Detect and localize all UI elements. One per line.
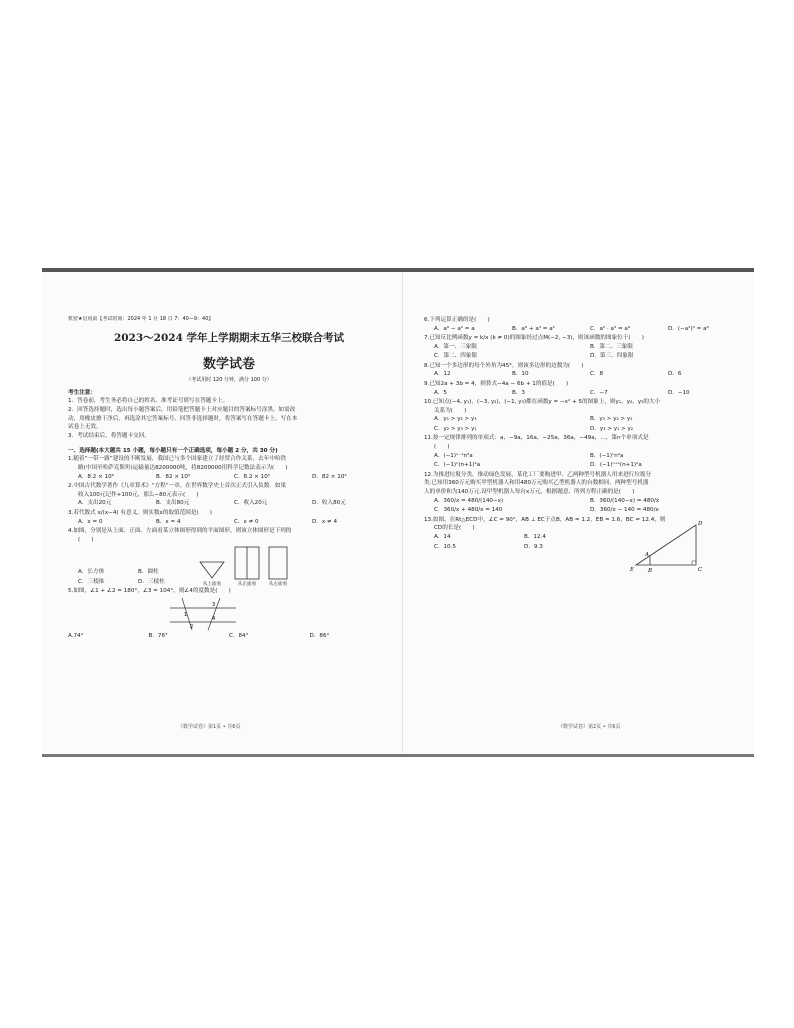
- side-view-figure: [268, 546, 288, 587]
- page-fold: [402, 272, 403, 754]
- section-1-heading: 一、选择题(本大题共 15 小题，每小题只有一个正确选项，每小题 2 分，共 30 分): [68, 447, 278, 454]
- option-c: C．y₂ > y₃ > y₁: [434, 425, 477, 432]
- triangle-view-icon: [198, 560, 226, 580]
- option-a: A．360/x = 480/(140−x): [434, 497, 504, 504]
- question-2-cont: 收入100元记作+100元，那么−80元表示( ): [78, 491, 199, 498]
- option-d: D．82 × 10⁴: [312, 473, 347, 480]
- exam-page-2: [408, 272, 754, 754]
- option-b: B．12.4: [524, 534, 546, 541]
- option-d: D．360/x − 140 = 480/x: [590, 507, 659, 514]
- option-c: C．第二、四象限: [434, 353, 478, 360]
- option-b: B．3: [512, 389, 525, 396]
- option-b: B．360/(140−x) = 480/x: [590, 497, 660, 504]
- option-b: B．y₃ > y₂ > y₁: [590, 416, 633, 423]
- question-9: 9.已知2a + 3b = 4，则算式−4a − 6b + 1的值是( ): [424, 380, 569, 387]
- option-b: B．10: [512, 371, 529, 378]
- exam-page-1: [42, 272, 398, 754]
- option-b: B．(−1)ⁿn²a: [590, 452, 624, 459]
- option-c: C．84°: [229, 633, 249, 640]
- question-3: 3.若代数式 x/(x−4) 有意义，则实数x的取值范围是( ): [68, 509, 212, 516]
- option-c: C．三棱锥: [78, 578, 105, 585]
- question-5: 5.如图，∠1 + ∠2 = 180°，∠3 = 104°，则∠4的度数是( ): [68, 588, 231, 595]
- time-note: （考试用时 120 分钟，满分 100 分）: [186, 376, 272, 383]
- vertex-label: B: [648, 568, 653, 575]
- option-d: D．−10: [668, 389, 690, 396]
- question-13-cont: CD的长是( ): [434, 525, 475, 532]
- option-c: C．(−1)ⁿ(n+1)²a: [434, 462, 481, 469]
- question-5-figure: [68, 596, 390, 632]
- question-8: 8.已知一个多边形的每个外角为45°，则该多边形的边数为( ): [424, 362, 584, 369]
- notice-line: 2．回答选择题时，选出每小题答案后，用铅笔把答题卡上对应题目的答案标号涂黑。如需改: [68, 407, 296, 414]
- scanned-exam-sheet: [42, 268, 754, 757]
- question-8-options: [424, 370, 746, 380]
- question-12-cont: 类.已知用360万元购买甲型机器人和用480万元购买乙型机器人的台数相同，两种型号机器: [424, 480, 649, 487]
- question-9-options: [424, 389, 746, 399]
- question-2-options: [68, 499, 390, 509]
- top-view-figure: [198, 560, 226, 587]
- question-4: 4.如图，分别是从上面、正面、左面看某立体图形得到的平面图形，则该立体图形是下列的: [68, 528, 292, 535]
- option-d: D．x ≠ 4: [312, 518, 338, 525]
- option-d: D．第三、四象限: [590, 353, 634, 360]
- question-11-options-row1: [424, 452, 746, 462]
- option-d: D．y₃ > y₁ > y₂: [590, 425, 634, 432]
- option-c: C．8: [590, 371, 604, 378]
- question-3-options: [68, 518, 390, 528]
- parallel-lines-figure: [168, 596, 238, 632]
- vertex-label: C: [698, 567, 703, 574]
- option-a: A．第一、三象限: [434, 343, 477, 350]
- figure-caption: 从左面看: [268, 582, 288, 588]
- vertex-label: D: [698, 521, 703, 528]
- figure-caption: 从正面看: [237, 582, 257, 588]
- option-c: C．收入20元: [234, 500, 268, 507]
- option-a: A．14: [434, 534, 451, 541]
- option-d: D．三棱柱: [138, 578, 165, 585]
- angle-label: 1: [184, 612, 188, 619]
- angle-label: 2: [190, 624, 194, 631]
- option-b: B．76°: [148, 633, 168, 640]
- rectangle-view-icon: [268, 546, 288, 580]
- option-d: D．收入80元: [312, 500, 346, 507]
- question-12-options-row1: [424, 497, 746, 507]
- right-triangle-figure: [628, 519, 708, 575]
- angle-label: 3: [212, 602, 216, 609]
- question-6-options: [424, 325, 746, 335]
- question-5-options: [68, 632, 390, 642]
- notice-heading: 考生注意：: [68, 389, 96, 396]
- question-1-cont: 路(中国至哈萨克斯坦)运输量达8200000吨，将8200000用科学记数法表示为( ): [78, 465, 288, 471]
- option-a: A．y₁ > y₂ > y₃: [434, 416, 477, 423]
- question-2: 2.中国古代数学著作《九章算术》“方程”一章，在世界数学史上首次正式引入负数．如果: [68, 483, 287, 490]
- option-d: D．86°: [309, 633, 330, 640]
- page-footer: 《数学试卷》第1页 • 共6页: [178, 724, 241, 730]
- question-10-options-row1: [424, 415, 746, 425]
- subject-title: 数学试卷: [202, 356, 255, 372]
- option-b: B．圆柱: [138, 569, 159, 576]
- question-10-options-row2: [424, 425, 746, 435]
- option-a: A．12: [434, 371, 451, 378]
- question-11: 11.按一定规律排列的单项式：a，−9a，16a，−25a，36a，−49a，…，第n个单项式是: [424, 435, 649, 442]
- question-4-options: [68, 568, 198, 587]
- question-7: 7.已知反比例函数y = k/x (k ≠ 0)的图象经过点M(−2, −3)，则该函数的图象位于( ): [424, 335, 644, 342]
- option-b: B．第二、三象限: [590, 343, 633, 350]
- question-1: 1.随着“一带一路”建设的不断发展，我国已与多个国家建立了经贸合作关系，去年中哈铁: [68, 456, 287, 463]
- exam-title: 2023～2024 学年上学期期末五华三校联合考试: [113, 331, 345, 344]
- option-d: D．9.3: [524, 543, 543, 550]
- notice-line: 1．答卷前，考生务必将自己的姓名、准考证号填写在答题卡上。: [68, 398, 229, 405]
- option-c: C．360/x + 480/x = 140: [434, 507, 503, 514]
- option-a: A．(−1)ⁿ⁻¹n²a: [434, 452, 473, 459]
- option-a: A．长方体: [78, 569, 105, 576]
- question-7-options-row2: [424, 352, 746, 362]
- figure-caption: 从上面看: [202, 582, 222, 588]
- option-a: A．支出20元: [78, 500, 112, 507]
- option-c: C．a² · a³ = a⁶: [590, 325, 631, 332]
- notice-line: 3．考试结束后，将答题卡交回。: [68, 433, 150, 440]
- option-b: B．82 × 10⁵: [156, 473, 191, 480]
- option-a: A.74°: [68, 633, 84, 640]
- option-a: A．x = 0: [78, 518, 103, 525]
- question-10: 10.已知点(−4, y₁)，(−3, y₂)，(−1, y₃)都在函数y = −x² + 5的图象上，则y₁，y₂，y₃的大小: [424, 399, 661, 406]
- option-a: A．5: [434, 389, 447, 396]
- question-11-cont: ( ): [434, 444, 450, 451]
- vertex-label: E: [630, 567, 635, 574]
- option-c: C．10.5: [434, 543, 456, 550]
- option-c: C．x ≠ 0: [234, 518, 259, 525]
- page-footer: 《数学试卷》第2页 • 共6页: [558, 724, 621, 730]
- option-d: D．(−1)ⁿ⁺¹(n+1)²a: [590, 462, 642, 469]
- question-12-options-row2: [424, 506, 746, 516]
- notice-line: 试卷上无效。: [68, 424, 102, 431]
- exam-time-stamp: 机密★启用前【考试时间：2024 年 1 月 18 日 7：40—9：40】: [68, 316, 214, 322]
- question-13: 13.如图，在Rt△ECD中，∠C = 90°，AB ⊥ EC于点B，AB = 1.2，EB = 1.6，BC = 12.4，则: [424, 516, 666, 523]
- rectangle-view-icon: [234, 546, 260, 580]
- option-c: C．8.2 × 10⁵: [234, 473, 270, 480]
- question-12-cont: 人的单价和为140万元.设甲型机器人每台x万元，根据题意，所列方程正确的是( ): [424, 489, 635, 496]
- question-11-options-row2: [424, 461, 746, 471]
- question-13-options: [424, 533, 614, 552]
- question-4-block: [68, 546, 390, 587]
- option-b: B．a⁶ + a⁴ = a²: [512, 325, 555, 332]
- question-6: 6.下列运算正确的是( ): [424, 317, 490, 323]
- option-d: D．6: [668, 371, 682, 378]
- question-4-cont: ( ): [78, 536, 94, 543]
- angle-label: 4: [212, 616, 216, 623]
- option-c: C．−7: [590, 389, 608, 396]
- vertex-label: A: [645, 552, 649, 559]
- question-10-cont: 关系为( ): [434, 407, 467, 414]
- option-a: A．a⁶ − a² = a: [434, 325, 475, 332]
- question-7-options-row1: [424, 343, 746, 353]
- question-1-options: [68, 473, 390, 483]
- option-a: A．8.2 × 10⁶: [78, 473, 114, 480]
- option-b: B．x = 4: [156, 518, 181, 525]
- option-b: B．支出80元: [156, 500, 190, 507]
- question-12: 12.为推进垃圾分类，推动绿色发展，某化工厂要购进甲、乙两种型号机器人用来进行垃圾分: [424, 471, 652, 478]
- option-d: D．(−a²)³ = a⁶: [668, 325, 709, 332]
- notice-line: 动，用橡皮擦干净后，再选涂其它答案标号。回答非选择题时，将答案写在答题卡上，写在本: [68, 415, 298, 422]
- front-view-figure: [234, 546, 260, 587]
